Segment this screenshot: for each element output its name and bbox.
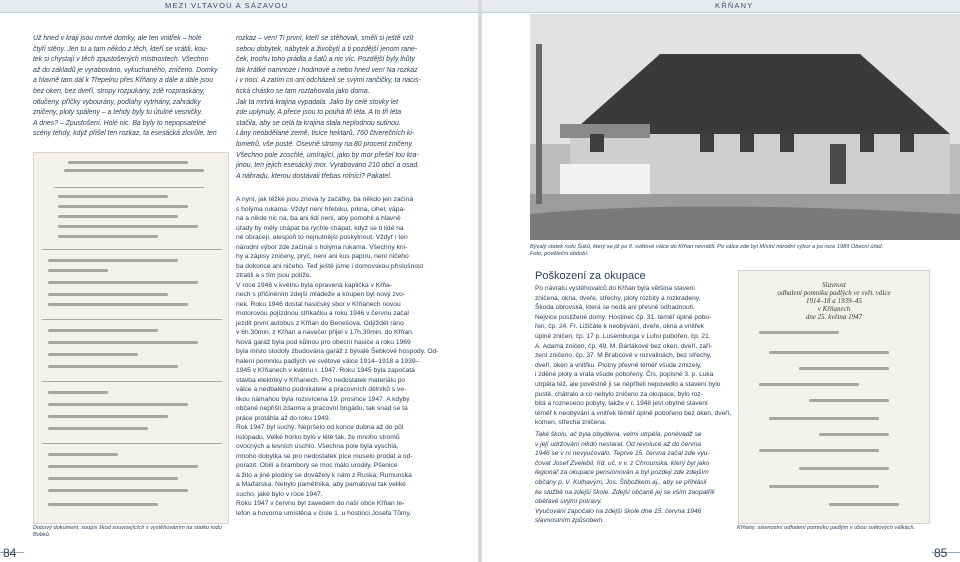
text-line: řen, čp. 24. Fr. Ližičáte k neobývání, dveře, okna a vnitřek — [535, 323, 704, 331]
text-line: tek si chystají v těch zpustošených místnostech. Všechno — [33, 56, 209, 64]
text-line: likou námahou byla rozsvícena 19. prosince 1947. A kdyby — [236, 395, 410, 403]
text-line: Nejvíce postižené domy: Hostinec čp. 31. téměř úplně pobo- — [535, 313, 712, 321]
farmhouse-photo — [530, 14, 960, 240]
text-line: ba dokonce ani ničeho. Teď ještě jsme i domovskou příslušnost — [236, 262, 424, 270]
text-line: byla místo stodoly zbudována garáž z bývalé Šebkové hospody. Od- — [236, 348, 439, 355]
left-document-caption: Dobový dokument, soupis škod souvisejících s vystěhováním na statku rodu Bobků. — [33, 525, 222, 538]
text-line: válce a nedbalého podnikatele a pracovních dělníků s ve- — [236, 386, 407, 393]
text-line: otlučeny, příčky vybourány, podlahy vytrhány, zahrádky — [33, 98, 201, 106]
section-title: Poškození za okupace — [535, 270, 646, 282]
text-line: s holýma rukama. Vždyť není hřebíku, prkna, cihel, vápa- — [236, 205, 406, 213]
text-line: lometrů, vše pusté. Osevně stromy na 80 procent zničeny. — [236, 140, 414, 148]
text-line: legionář za okupace pensionován a byl pozdeji zde zdejším — [535, 469, 709, 477]
text-line: národní výbor zde začínal s holýma rukama. Všechny kni- — [236, 243, 408, 251]
text-line: občany p. V. Kulhavým, Jos. Štibožkem aj., aby se přihlásil — [535, 478, 707, 486]
text-line: pustě, chátralo a co nebylo zničeno za okupace, bylo roz- — [535, 390, 703, 398]
text-line: Všechno pole zoschlé, umírající, jako by mor přešel tou kra- — [236, 151, 419, 159]
text-line: Vyučování započalo na zdejší škole dne 15. června 1946 — [535, 507, 702, 515]
text-line: zde uplynuly. A přece jsou to pouhá tři léta. A to tři léta — [236, 109, 402, 117]
text-line: Jak ta mrtvá krajina vypadala. Jako by celé stovky let — [236, 98, 399, 106]
text-line: Také školu, ač byla obydlena, velmi utrpěla, poněvadž se — [535, 431, 702, 438]
text-line: Nová garáž byla pod kůlnou pro obecní hasiče a roku 1969 — [236, 338, 411, 346]
farmhouse-caption-line1: Bývalý statek rodu Šuků, který se již po II. světové válce do Křňan nevrátili. Po válce zde byl Místní národní výbor a po roce 1989 Obecní úřad. — [530, 244, 884, 250]
text-line: tak krátké namnoze i hodinové a nebo hned ven! Na rozkaz — [236, 66, 418, 74]
text-line: tická chásko se tam roztahovala jako doma. — [236, 87, 370, 95]
text-line: občané nepřišli zdarma a pracovní brigádu, tak snad se ta — [236, 405, 408, 412]
text-line: rozkaz – ven! Ti první, kteří se stěhovali, směli si ještě vzít — [236, 35, 414, 42]
text-line: Po návratu vystěhovalců do Křňan byla většina staveni — [535, 285, 695, 292]
left-page-number: 84 — [3, 546, 17, 560]
text-line: ně obracejí, alespoň to nejnutnější poskytnout. Vždyť i ten — [236, 234, 408, 241]
text-line: motorovou pojízdnou stříkačku a roku 1946 v červnu začal — [236, 310, 409, 317]
text-line: A náhradu, kterou dostávali třebas rolníci? Pakatel. — [236, 172, 392, 180]
left-header-bar — [0, 0, 478, 13]
text-line: ke službě na zdejší škole. Zdejší občané jej se vším zaopatřili — [535, 488, 715, 496]
text-line: práce protáhla až do roku 1949. — [236, 414, 331, 422]
text-line: čtyři stěny. Jen tu a tam někdo z těch, kteří se vrátili, kou- — [33, 45, 208, 53]
text-line: A. Adama zničen, čp. 49. M. Bártákové bez oken, dveří, zaří- — [535, 342, 713, 350]
text-line: téměř k neobývání a vnitřek téměř úplně pobořeno bez oken, dveří, — [535, 409, 732, 417]
text-line: listopadu. Velké horko bylo v létě tak, že mnoho stromů — [236, 433, 400, 441]
text-line: čovat Josef Zvelebil, říd. uč. v v. z Chrounska, který byl jako — [535, 459, 710, 467]
text-line: lefon a hovorna umístěna v čísle 1. u hostinci Josefa Tůmy. — [236, 509, 412, 517]
text-line: sebou dobytek, nábytek a živobytí a ti pozdější jenom rane- — [236, 45, 418, 53]
text-line: komen, střecha zničena. — [535, 419, 607, 427]
doc-heading-line: dne 25. května 1947 — [805, 313, 863, 321]
farmhouse-caption-line2: Foto, pověleční období. — [530, 251, 589, 257]
text-line: stavba elektriky v Křňanech. Pro nedostatek materiálu po — [236, 376, 406, 384]
text-line: jinou, ten jejich esesácký mor. Vyrabováno 210 obcí a osad. — [236, 162, 420, 170]
text-line: a žito a jiné plodiny se dovážely k nám z Ruska, Rumunska — [236, 471, 412, 479]
text-line: v 6h.30min. z Křňan a navečer přijel v 17h.30min. do Křňan. — [236, 329, 414, 336]
text-line: a hlavně tam dál k Třepelnu přes Křňany a dále a dále jsou — [33, 77, 214, 85]
doc-heading-line: 1914–18 a 1939–45 — [806, 297, 862, 305]
right-header-bar — [482, 0, 960, 13]
text-line: úřady by měly chápat ba rychle chápat, když se ti lidé na — [236, 224, 404, 232]
right-running-head: KŘŇANY — [715, 1, 754, 10]
handwritten-damage-document — [33, 152, 229, 524]
doc-heading-line: v Křňanech — [817, 305, 851, 313]
text-line: zení zničeno, čp. 37. M Brabcové v rozvalinách, bez střechy, — [535, 352, 712, 360]
text-line: dveří, oken a vnitřku. Plotny převně téměř všude zmizely, — [535, 361, 702, 369]
right-page — [482, 0, 960, 562]
right-section-text — [535, 284, 733, 428]
left-text-col2-top — [236, 34, 441, 182]
doc-heading-line: odhalení pomníku padlých ve svět. válce — [777, 289, 891, 297]
memorial-caption: Křňany, slavnostní odhalení pomníku padlým v obou světových válkách. — [737, 525, 916, 531]
text-line: A dnes? – Zpustošení. Holé nic. Ba byly to nepopsatelné — [33, 119, 206, 127]
text-line: Už hned v kraji jsou mrtvé domky, ale ten vnitřek – holé — [33, 35, 202, 42]
text-line: mnoho dobytka se pro nedostatek píce muselo prodat a od- — [236, 452, 413, 460]
text-line: slavnostním způsobem. — [535, 517, 605, 525]
text-line: A nyní, jak těžké jsou znova ty začátky, ba někdo jen začíná — [236, 196, 414, 203]
text-line: utrpěla též, ale pověstně ji se nepříteli nepovedlo a stavení bylo — [535, 380, 721, 388]
text-line: v její udržování nikdo nestaral. Od revoluce až do června — [535, 440, 702, 448]
left-text-col1 — [33, 34, 231, 140]
text-line: nech s přičiněním zdejší mládeže a koupen byl nový zvo- — [236, 291, 406, 298]
right-page-number: 85 — [934, 546, 948, 560]
text-line: na a nikde nic na, ba ani lidí není, aby pomohli a hlavně — [236, 215, 401, 222]
text-line: zničena, okna, dveře, střechy, ploty rozbity a rozkradeny. — [535, 294, 701, 302]
memorial-document — [738, 270, 930, 524]
text-line: zničeny, ploty spáleny – a tehdy byly tu útulné vesničky. — [33, 109, 203, 117]
right-school-text — [535, 430, 733, 526]
text-line: i zděné ploty a vrata všude pobořeny. Čís. popisné 3. p. Luka — [535, 371, 714, 379]
text-line: Rok 1947 byl suchý. Nepršelo od konce dubna až do půl — [236, 424, 404, 431]
text-line: Lány neobdělané země, tisíce hektarů, 760 čtverečních ki- — [236, 130, 415, 138]
text-line: obětavě svými potravy. — [535, 498, 602, 506]
memorial-document-heading — [739, 281, 929, 321]
text-line: hy a zápisy zničeny, pryč, není ani kus papíru, není ničeho — [236, 253, 409, 260]
text-line: a Maďarska. Nebylo pamětníka, aby pamatoval tak veliké — [236, 481, 406, 488]
left-text-col2-bottom — [236, 195, 441, 518]
text-line: halení pomníku padlých ve světové válce 1914–1918 a 1939– — [236, 357, 420, 365]
text-line: scény tehdy, když přišel ten rozkaz, ta esesácká zlovůle, ten — [33, 130, 217, 138]
text-line: Roku 1947 v červnu byl zavedem do naší obce Křňan te- — [236, 500, 405, 507]
text-line: bez oken, bez dveří, stropy rozpukány, zdě rozpraskány, — [33, 87, 205, 95]
farmhouse-photo-drawing — [530, 14, 960, 240]
farmhouse-caption — [530, 244, 960, 258]
text-line: 1945 v Křňanech v květnu r. 1947. Roku 1945 byla započatá — [236, 367, 415, 374]
left-page — [0, 0, 478, 562]
text-line: 1946 se v ní nevyučovalo. Teprve 15. června začal zde vyu- — [535, 450, 710, 458]
text-line: úplně zničen, čp. 17 p. Lusemburga v Luhu pobořen, čp. 21. — [535, 332, 711, 340]
text-line: ček, trochu toho prádla a šatů a nic víc. Pozdější byly lhůty — [236, 56, 415, 64]
text-line: stačila, aby se celá ta krajina stala neplodnou sutinou. — [236, 119, 401, 127]
text-line: Škoda obrovská, která se nedá ani přesně odhadnouti. — [535, 304, 695, 312]
text-line: i v noci. A zatím co oni odcházeli se svými rančičky, ta nacis- — [236, 77, 421, 85]
text-line: nek. Roku 1946 dostal hasičský sbor v Křňanech novou — [236, 300, 401, 308]
text-line: sucho, jaké bylo v roce 1947. — [236, 490, 323, 498]
text-line: bitá a rozneseno pobyty, takže v r. 1948 jest obytné stavení — [535, 400, 708, 408]
text-line: V roce 1946 v květnu byla opravená kaplička v Křňa- — [236, 281, 393, 289]
text-line: ztratili a s tím jsou potíže. — [236, 272, 312, 279]
text-line: jezdit první autobus z Křňan do Benešova. Odjíždět ráno — [236, 319, 404, 327]
doc-heading-line: Slavnost — [822, 281, 846, 289]
text-line: až do základů je vyrabováno, vykuchaného, zničeno. Domky — [33, 66, 218, 74]
left-running-head: MEZI VLTAVOU A SÁZAVOU — [165, 1, 289, 10]
text-line: ovocných a lesních uschlo. Všechna pole byla vyschlá, — [236, 443, 399, 450]
text-line: porazit. Obilí a brambory se moc málo urodily. Pšenice — [236, 462, 398, 469]
